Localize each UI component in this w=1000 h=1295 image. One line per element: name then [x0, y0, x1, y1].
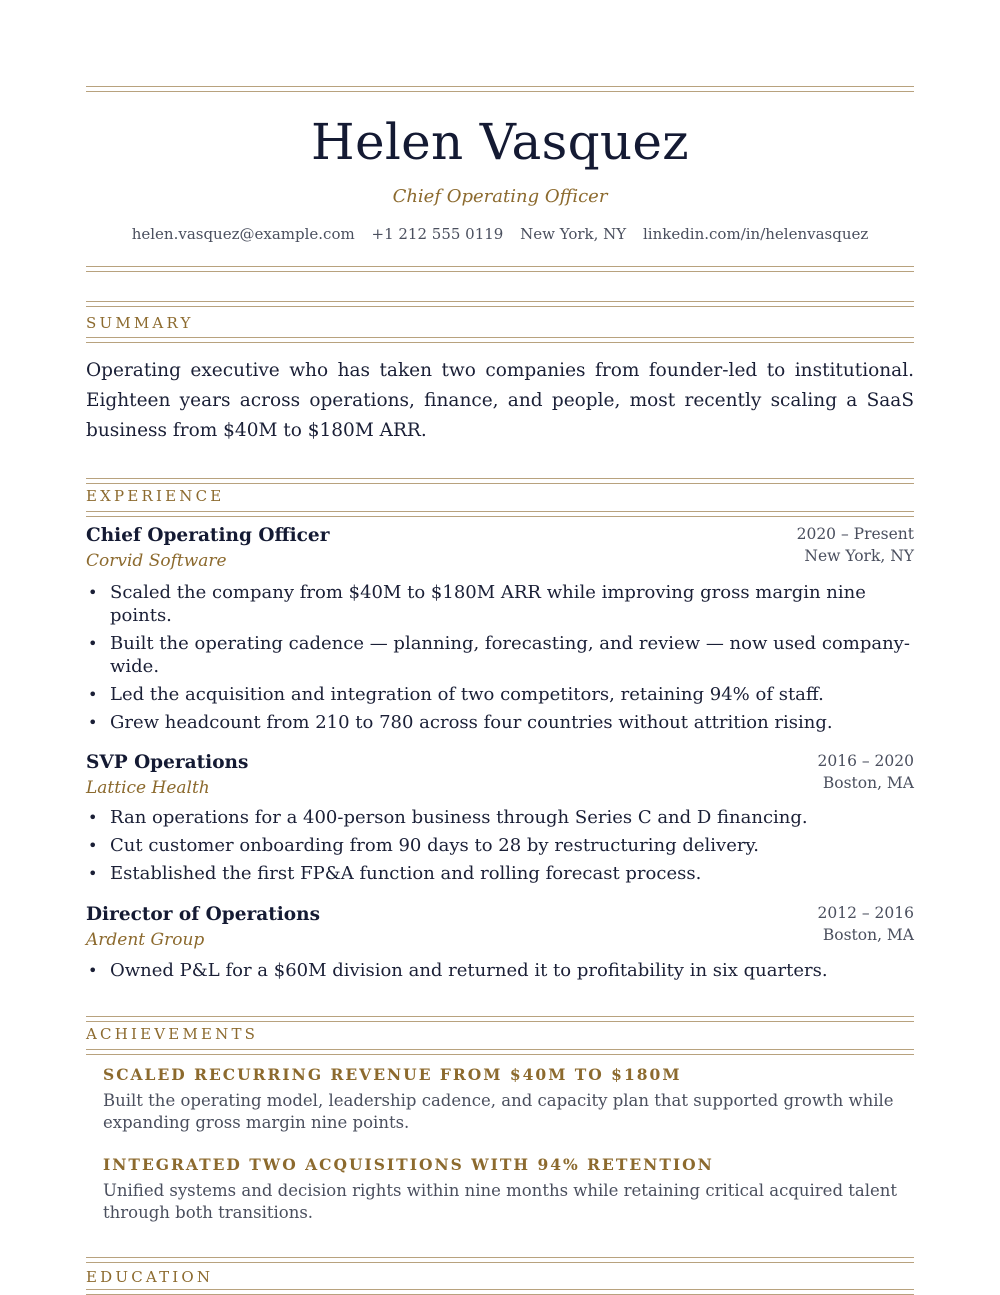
- achievement-title: SCALED RECURRING REVENUE FROM $40M TO $180M: [103, 1065, 682, 1084]
- summary-top-rule: [86, 301, 914, 307]
- job-location: New York, NY: [804, 547, 914, 565]
- section-title-education: EDUCATION: [86, 1268, 214, 1286]
- job-dates: 2020 – Present: [796, 525, 914, 543]
- contact-line: [86, 224, 914, 244]
- job-bullet: • Grew headcount from 210 to 780 across four countries without attrition rising.: [86, 711, 914, 734]
- achievements-bottom-rule: [86, 1049, 914, 1055]
- job-bullet: • Established the first FP&A function and rolling forecast process.: [86, 862, 914, 885]
- contact-email[interactable]: helen.vasquez@example.com: [131, 225, 355, 243]
- job-bullets: [86, 806, 914, 890]
- achievement-title: INTEGRATED TWO ACQUISITIONS WITH 94% RETENTION: [103, 1155, 714, 1174]
- candidate-role: Chief Operating Officer: [392, 186, 608, 207]
- job-title: Director of Operations: [86, 904, 320, 925]
- education-bottom-rule: [86, 1289, 914, 1295]
- job-bullets: [86, 581, 914, 739]
- job-bullet: • Ran operations for a 400-person business through Series C and D financing.: [86, 806, 914, 829]
- section-title-experience: EXPERIENCE: [86, 487, 225, 505]
- contact-linkedin[interactable]: linkedin.com/in/helenvasquez: [642, 225, 869, 243]
- job-location: Boston, MA: [822, 774, 914, 792]
- job-bullets: [86, 959, 914, 987]
- experience-top-rule: [86, 478, 914, 484]
- job-company: Ardent Group: [86, 930, 205, 950]
- education-top-rule: [86, 1257, 914, 1263]
- job-bullet: • Built the operating cadence — planning, forecasting, and review — now used company-wide.: [86, 632, 914, 678]
- job-bullet: • Owned P&L for a $60M division and returned it to profitability in six quarters.: [86, 959, 914, 982]
- job-company: Corvid Software: [86, 551, 227, 571]
- summary-text: Operating executive who has taken two companies from founder-led to institutional. Eighteen years across operations, finance, and people, most recently scaling a SaaS business from $40M to $180M ARR.: [86, 360, 914, 441]
- job-dates: 2016 – 2020: [817, 752, 914, 770]
- summary-bottom-rule: [86, 337, 914, 343]
- achievement-description: Unified systems and decision rights within nine months while retaining critical acquired talent through both transitions.: [103, 1181, 898, 1222]
- header-top-rule: [86, 86, 914, 92]
- achievement-description: Built the operating model, leadership cadence, and capacity plan that supported growth while expanding gross margin nine points.: [103, 1091, 894, 1132]
- experience-bottom-rule: [86, 511, 914, 517]
- job-location: Boston, MA: [822, 926, 914, 944]
- contact-phone: +1 212 555 0119: [371, 225, 504, 243]
- achievement-item: [103, 1155, 914, 1224]
- achievements-top-rule: [86, 1016, 914, 1022]
- contact-location: New York, NY: [520, 225, 627, 243]
- job-bullet: • Led the acquisition and integration of two competitors, retaining 94% of staff.: [86, 683, 914, 706]
- section-title-achievements: ACHIEVEMENTS: [86, 1025, 259, 1043]
- candidate-name: Helen Vasquez: [311, 113, 689, 171]
- section-title-summary: SUMMARY: [86, 314, 194, 332]
- achievement-item: [103, 1065, 914, 1134]
- job-bullet: • Cut customer onboarding from 90 days to 28 by restructuring delivery.: [86, 834, 914, 857]
- job-bullet: • Scaled the company from $40M to $180M ARR while improving gross margin nine points.: [86, 581, 914, 627]
- job-company: Lattice Health: [86, 778, 210, 798]
- job-dates: 2012 – 2016: [817, 904, 914, 922]
- header-bottom-rule: [86, 266, 914, 272]
- job-title: SVP Operations: [86, 752, 249, 773]
- job-title: Chief Operating Officer: [86, 525, 330, 546]
